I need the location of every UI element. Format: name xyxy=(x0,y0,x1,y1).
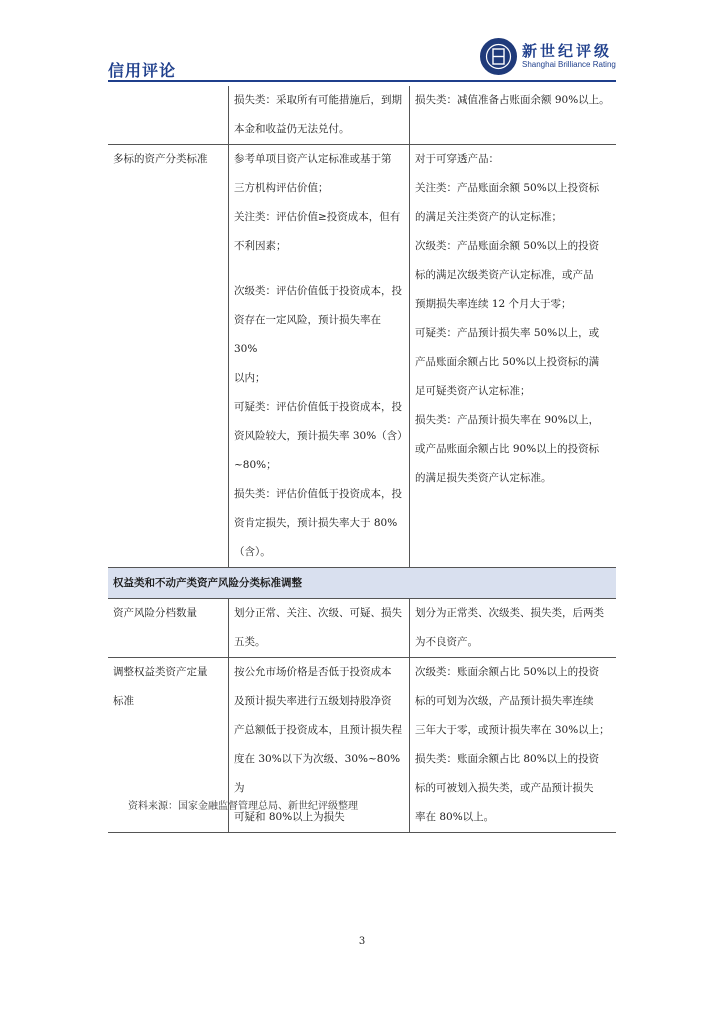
table-row xyxy=(108,86,616,145)
table-cell-new-standard: 损失类：减值准备占账面余额 90%以上。 xyxy=(410,86,617,145)
table-cell-category xyxy=(108,86,229,145)
logo-english-name: Shanghai Brilliance Rating xyxy=(522,60,616,69)
table-cell-old-standard: 损失类：采取所有可能措施后，到期 本金和收益仍无法兑付。 xyxy=(229,86,410,145)
table-section-header xyxy=(108,568,616,599)
report-series-title: 信用评论 xyxy=(108,61,177,80)
company-logo xyxy=(480,38,620,78)
page-number: 3 xyxy=(358,936,366,947)
table-cell-new-standard: 划分为正常类、次级类、损失类，后两类 为不良资产。 xyxy=(410,599,617,658)
header-divider xyxy=(108,80,616,82)
table-cell-category: 调整权益类资产定量 标准 xyxy=(108,658,229,833)
table-cell-old-standard: 划分正常、关注、次级、可疑、损失 五类。 xyxy=(229,599,410,658)
table-row xyxy=(108,599,616,658)
logo-emblem-icon xyxy=(480,38,517,75)
table-cell-new-standard: 次级类：账面余额占比 50%以上的投资 标的可划为次级，产品预计损失率连续 三年大于零，或预计损失率在 30%以上； 损失类：账面余额占比 80%以上的投资 标的可被划入损失类，或产品预计损失 率在 80%以上。 xyxy=(410,658,617,833)
table-cell-old-standard: 按公允市场价格是否低于投资成本 及预计损失率进行五级划持股净资 产总额低于投资成本，且预计损失程 度在 30%以下为次级、30%~80%为 可疑和 80%以上为损失 xyxy=(229,658,410,833)
table-cell-category: 多标的资产分类标准 xyxy=(108,145,229,568)
section-title: 权益类和不动产类资产风险分类标准调整 xyxy=(108,568,616,599)
table-cell-old-standard: 参考单项目资产认定标准或基于第 三方机构评估价值； 关注类：评估价值≥投资成本，但有 不利因素； 次级类：评估价值低于投资成本，投 资存在一定风险，预计损失率在 30% 以内； 可疑类：评估价值低于投资成本，投 资风险较大，预计损失率 30%（含） ~80%； 损失类：评估价值低于投资成本，投 资肯定损失，预计损失率大于 80% （含）。 xyxy=(229,145,410,568)
table-cell-new-standard: 对于可穿透产品： 关注类：产品账面余额 50%以上投资标 的满足关注类资产的认定标准； 次级类：产品账面余额 50%以上的投资 标的满足次级类资产认定标准，或产品 预期损失率连续 12 个月大于零； 可疑类：产品预计损失率 50%以上，或 产品账面余额占比 50%以上投资标的满 足可疑类资产认定标准； 损失类：产品预计损失率在 90%以上， 或产品账面余额占比 90%以上的投资标 的满足损失类资产认定标准。 xyxy=(410,145,617,568)
logo-chinese-name: 新世纪评级 xyxy=(522,42,613,60)
table-cell-category: 资产风险分档数量 xyxy=(108,599,229,658)
source-note: 资料来源：国家金融监督管理总局、新世纪评级整理 xyxy=(128,801,358,812)
table-row xyxy=(108,145,616,568)
classification-table xyxy=(108,86,616,833)
